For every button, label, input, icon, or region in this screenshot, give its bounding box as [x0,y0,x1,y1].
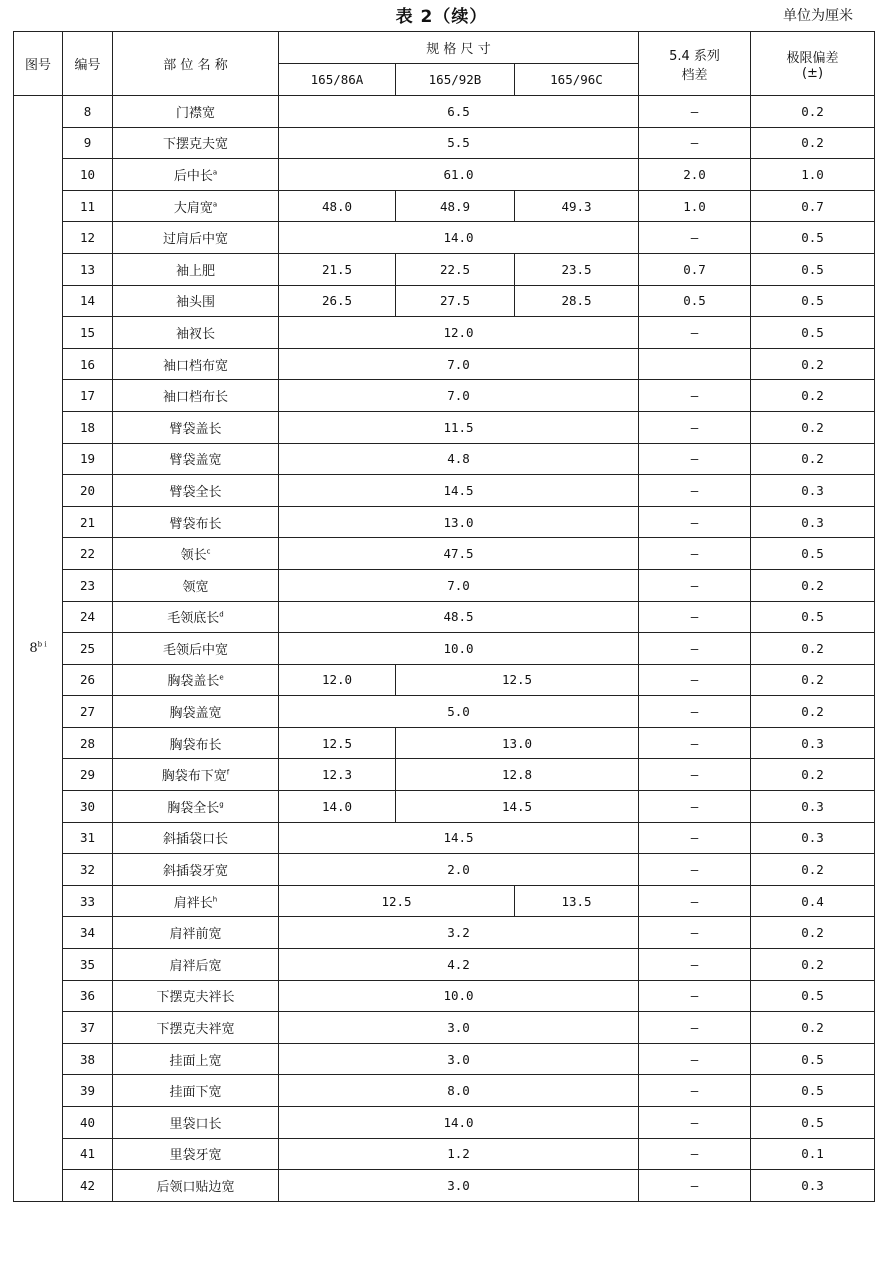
row-number: 18 [63,411,113,443]
size-value: 48.9 [396,190,515,222]
table-row [14,380,875,412]
series-step: — [639,759,751,791]
row-number: 26 [63,664,113,696]
series-step: — [639,696,751,728]
part-name-cell [113,1075,279,1107]
size-value: 47.5 [279,538,639,570]
size-value: 14.5 [396,791,639,823]
series-step: 1.0 [639,190,751,222]
tolerance: 0.5 [751,1075,875,1107]
series-step: 0.5 [639,285,751,317]
size-value: 3.0 [279,1170,639,1202]
header-size-b: 165/92B [396,64,515,96]
size-value: 3.2 [279,917,639,949]
size-value: 12.3 [279,759,396,791]
series-step: — [639,822,751,854]
table-row [14,759,875,791]
size-value: 7.0 [279,569,639,601]
size-value: 3.0 [279,1012,639,1044]
header-part: 部 位 名 称 [113,32,279,96]
tolerance: 1.0 [751,159,875,191]
part-name: 斜插袋口长 [162,832,228,848]
row-number: 20 [63,475,113,507]
part-name-cell [113,253,279,285]
tolerance: 0.2 [751,664,875,696]
table-row [14,980,875,1012]
size-value: 12.8 [396,759,639,791]
size-value: 13.0 [279,506,639,538]
table-row [14,601,875,633]
size-value: 5.0 [279,696,639,728]
table-row [14,222,875,254]
header-no: 编号 [63,32,113,96]
table-row [14,96,875,128]
part-name-cell [113,696,279,728]
table-row [14,411,875,443]
tolerance: 0.2 [751,759,875,791]
tolerance: 0.2 [751,380,875,412]
part-name-cell [113,127,279,159]
series-step: — [639,1043,751,1075]
series-step: — [639,1075,751,1107]
table-row [14,791,875,823]
table-row [14,475,875,507]
size-value: 27.5 [396,285,515,317]
tolerance: 0.5 [751,285,875,317]
tolerance: 0.2 [751,633,875,665]
size-value: 3.0 [279,1043,639,1075]
row-number: 41 [63,1138,113,1170]
series-step: — [639,222,751,254]
series-step: — [639,1170,751,1202]
tolerance: 0.2 [751,96,875,128]
size-value: 12.0 [279,317,639,349]
part-name-cell [113,949,279,981]
part-name: 袖口档布宽 [162,358,228,374]
header-series-line2: 档差 [681,67,708,83]
part-name: 后中长 [173,168,213,184]
part-name-cell [113,190,279,222]
part-name: 肩袢后宽 [169,958,222,974]
size-value: 23.5 [515,253,639,285]
header-tolerance-line2: (±) [801,65,824,81]
header-series-line1: 5.4 系列 [669,48,720,64]
header-tolerance [751,32,875,96]
tolerance: 0.2 [751,348,875,380]
tolerance: 0.5 [751,980,875,1012]
size-value: 7.0 [279,348,639,380]
spec-table [13,31,875,1202]
part-name: 臂袋全长 [169,484,222,500]
series-step: 2.0 [639,159,751,191]
part-name-cell [113,443,279,475]
row-number: 17 [63,380,113,412]
header-size-a: 165/86A [279,64,396,96]
size-value: 14.0 [279,791,396,823]
series-step: — [639,506,751,538]
row-number: 9 [63,127,113,159]
table-body [14,96,875,1202]
series-step: — [639,791,751,823]
tolerance: 0.5 [751,1043,875,1075]
table-row [14,1043,875,1075]
size-value: 14.5 [279,475,639,507]
row-number: 10 [63,159,113,191]
part-name: 臂袋盖宽 [169,453,222,469]
series-step: — [639,949,751,981]
series-step: — [639,633,751,665]
size-value: 61.0 [279,159,639,191]
footnote-mark: a [212,200,218,209]
tolerance: 0.3 [751,475,875,507]
tolerance: 0.2 [751,1012,875,1044]
row-number: 13 [63,253,113,285]
size-value: 14.0 [279,222,639,254]
series-step: — [639,443,751,475]
part-name-cell [113,285,279,317]
part-name-cell [113,664,279,696]
table-row [14,917,875,949]
series-step: 0.7 [639,253,751,285]
table-row [14,633,875,665]
part-name-cell [113,633,279,665]
size-value: 13.0 [396,727,639,759]
table-row [14,1012,875,1044]
row-number: 24 [63,601,113,633]
row-number: 30 [63,791,113,823]
part-name: 毛领后中宽 [162,642,228,658]
tolerance: 0.2 [751,127,875,159]
tolerance: 0.1 [751,1138,875,1170]
table-row [14,727,875,759]
tolerance: 0.2 [751,949,875,981]
header-series [639,32,751,96]
table-row [14,854,875,886]
header-size-c: 165/96C [515,64,639,96]
part-name-cell [113,885,279,917]
tolerance: 0.3 [751,791,875,823]
row-number: 19 [63,443,113,475]
row-number: 14 [63,285,113,317]
part-name: 臂袋盖长 [169,421,222,437]
tolerance: 0.2 [751,696,875,728]
unit-note: 单位为厘米 [783,8,853,24]
part-name: 袖衩长 [175,326,215,342]
part-name: 胸袋全长 [167,800,220,816]
tolerance: 0.7 [751,190,875,222]
tolerance: 0.4 [751,885,875,917]
part-name-cell [113,411,279,443]
table-row [14,1138,875,1170]
series-step: — [639,317,751,349]
part-name: 胸袋布下宽 [161,769,227,785]
tolerance: 0.3 [751,1170,875,1202]
size-value: 49.3 [515,190,639,222]
row-number: 42 [63,1170,113,1202]
size-value: 2.0 [279,854,639,886]
part-name: 里袋牙宽 [169,1148,222,1164]
part-name-cell [113,538,279,570]
table-title: 表 2（续） [395,7,488,27]
tolerance: 0.5 [751,253,875,285]
row-number: 12 [63,222,113,254]
size-value: 48.5 [279,601,639,633]
row-number: 15 [63,317,113,349]
series-step: — [639,917,751,949]
figure-footnote-mark: b i [37,640,47,649]
size-value: 5.5 [279,127,639,159]
footnote-mark: e [219,674,224,683]
part-name-cell [113,980,279,1012]
part-name-cell [113,317,279,349]
part-name: 里袋口长 [169,1116,222,1132]
row-number: 39 [63,1075,113,1107]
row-number: 27 [63,696,113,728]
tolerance: 0.2 [751,854,875,886]
series-step: — [639,96,751,128]
size-value: 12.5 [279,885,515,917]
size-value: 4.2 [279,949,639,981]
part-name-cell [113,822,279,854]
table-row [14,538,875,570]
table-row [14,348,875,380]
part-name: 胸袋盖长 [167,674,220,690]
size-value: 22.5 [396,253,515,285]
tolerance: 0.5 [751,1107,875,1139]
part-name: 斜插袋牙宽 [162,864,228,880]
row-number: 21 [63,506,113,538]
footnote-mark: a [212,168,218,177]
row-number: 38 [63,1043,113,1075]
row-number: 8 [63,96,113,128]
series-step: — [639,380,751,412]
row-number: 11 [63,190,113,222]
size-value: 7.0 [279,380,639,412]
part-name: 臂袋布长 [169,516,222,532]
part-name: 胸袋盖宽 [169,706,222,722]
part-name: 袖头围 [175,295,215,311]
series-step: — [639,411,751,443]
table-row [14,253,875,285]
row-number: 37 [63,1012,113,1044]
footnote-mark: d [219,610,224,619]
part-name-cell [113,917,279,949]
row-number: 25 [63,633,113,665]
table-row [14,506,875,538]
part-name-cell [113,569,279,601]
part-name: 肩袢长 [173,895,213,911]
series-step: — [639,538,751,570]
table-row [14,885,875,917]
tolerance: 0.5 [751,222,875,254]
row-number: 31 [63,822,113,854]
series-step: — [639,727,751,759]
footnote-mark: f [226,768,230,777]
series-step: — [639,854,751,886]
tolerance: 0.5 [751,601,875,633]
row-number: 29 [63,759,113,791]
part-name-cell [113,1170,279,1202]
table-row [14,1075,875,1107]
table-row [14,190,875,222]
figure-number: 8 [29,640,38,656]
part-name-cell [113,159,279,191]
part-name-cell [113,601,279,633]
part-name: 胸袋布长 [169,737,222,753]
table-row [14,696,875,728]
size-value: 13.5 [515,885,639,917]
row-number: 23 [63,569,113,601]
part-name-cell [113,854,279,886]
part-name: 毛领底长 [167,611,220,627]
part-name-cell [113,759,279,791]
part-name: 领长 [180,548,207,564]
table-row [14,317,875,349]
row-number: 22 [63,538,113,570]
row-number: 16 [63,348,113,380]
part-name-cell [113,222,279,254]
size-value: 10.0 [279,633,639,665]
row-number: 35 [63,949,113,981]
table-row [14,569,875,601]
footnote-mark: c [206,547,211,556]
table-row [14,285,875,317]
size-value: 4.8 [279,443,639,475]
part-name: 袖上肥 [175,263,215,279]
header-spec: 规 格 尺 寸 [279,32,639,64]
tolerance: 0.2 [751,569,875,601]
size-value: 8.0 [279,1075,639,1107]
table-row [14,443,875,475]
part-name: 袖口档布长 [162,390,228,406]
part-name: 门襟宽 [175,105,215,121]
part-name: 大肩宽 [173,200,213,216]
tolerance: 0.2 [751,443,875,475]
part-name-cell [113,791,279,823]
row-number: 34 [63,917,113,949]
part-name: 后领口贴边宽 [156,1179,235,1195]
part-name-cell [113,96,279,128]
size-value: 1.2 [279,1138,639,1170]
part-name: 挂面上宽 [169,1053,222,1069]
series-step: — [639,664,751,696]
size-value: 14.0 [279,1107,639,1139]
table-row [14,1170,875,1202]
row-number: 36 [63,980,113,1012]
part-name: 下摆克夫袢长 [156,990,235,1006]
series-step [639,348,751,380]
part-name: 下摆克夫袢宽 [156,1022,235,1038]
part-name-cell [113,1043,279,1075]
footnote-mark: h [212,895,218,904]
figure-number-cell [14,96,63,1202]
part-name-cell [113,475,279,507]
tolerance: 0.5 [751,538,875,570]
header-fig: 图号 [14,32,63,96]
row-number: 32 [63,854,113,886]
part-name: 下摆克夫宽 [162,137,228,153]
series-step: — [639,1107,751,1139]
part-name: 挂面下宽 [169,1085,222,1101]
tolerance: 0.5 [751,317,875,349]
part-name: 过肩后中宽 [162,232,228,248]
size-value: 21.5 [279,253,396,285]
size-value: 26.5 [279,285,396,317]
part-name-cell [113,1138,279,1170]
tolerance: 0.3 [751,822,875,854]
part-name-cell [113,1012,279,1044]
part-name-cell [113,727,279,759]
tolerance: 0.2 [751,411,875,443]
tolerance: 0.2 [751,917,875,949]
series-step: — [639,1012,751,1044]
part-name-cell [113,506,279,538]
footnote-mark: g [219,800,224,809]
row-number: 28 [63,727,113,759]
size-value: 11.5 [279,411,639,443]
table-row [14,822,875,854]
size-value: 12.0 [279,664,396,696]
part-name: 领宽 [182,579,209,595]
size-value: 12.5 [279,727,396,759]
row-number: 40 [63,1107,113,1139]
series-step: — [639,885,751,917]
tolerance: 0.3 [751,727,875,759]
size-value: 48.0 [279,190,396,222]
part-name-cell [113,380,279,412]
series-step: — [639,980,751,1012]
header-tolerance-line1: 极限偏差 [786,50,839,66]
series-step: — [639,475,751,507]
size-value: 6.5 [279,96,639,128]
table-row [14,949,875,981]
size-value: 12.5 [396,664,639,696]
series-step: — [639,1138,751,1170]
row-number: 33 [63,885,113,917]
series-step: — [639,569,751,601]
tolerance: 0.3 [751,506,875,538]
table-row [14,127,875,159]
series-step: — [639,127,751,159]
series-step: — [639,601,751,633]
size-value: 14.5 [279,822,639,854]
table-row [14,1107,875,1139]
part-name: 肩袢前宽 [169,927,222,943]
table-row [14,664,875,696]
part-name-cell [113,1107,279,1139]
size-value: 28.5 [515,285,639,317]
part-name-cell [113,348,279,380]
size-value: 10.0 [279,980,639,1012]
table-row [14,159,875,191]
